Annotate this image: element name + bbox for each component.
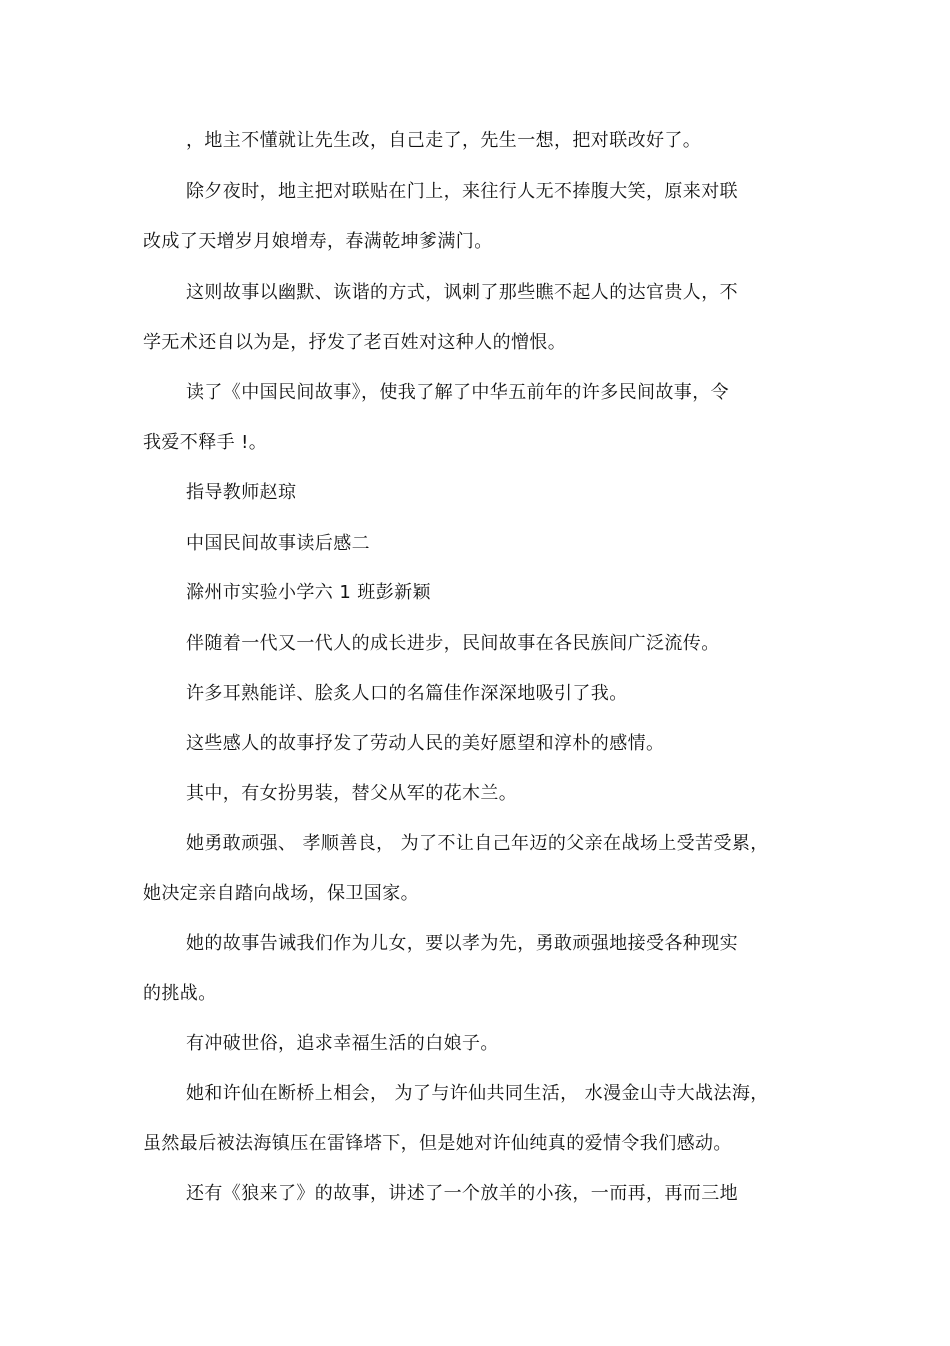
text-line: 有冲破世俗，追求幸福生活的白娘子。 <box>186 1033 499 1054</box>
text-line: 这些感人的故事抒发了劳动人民的美好愿望和淳朴的感情。 <box>186 733 665 754</box>
text-line: 这则故事以幽默、诙谐的方式，讽刺了那些瞧不起人的达官贵人，不 <box>186 282 738 303</box>
text-line: 她勇敢顽强、 孝顺善良， 为了不让自己年迈的父亲在战场上受苦受累， <box>186 833 769 854</box>
text-line: 还有《狼来了》的故事，讲述了一个放羊的小孩，一而再，再而三地 <box>186 1183 738 1204</box>
text-line: 她和许仙在断桥上相会， 为了与许仙共同生活， 水漫金山寺大战法海， <box>186 1083 769 1104</box>
text-line: 其中，有女扮男装，替父从军的花木兰。 <box>186 783 518 804</box>
text-line: 学无术还自以为是，抒发了老百姓对这种人的憎恨。 <box>143 332 567 353</box>
text-line: 读了《中国民间故事》，使我了解了中华五前年的许多民间故事，令 <box>186 382 729 403</box>
text-line: ，地主不懂就让先生改，自己走了，先生一想，把对联改好了。 <box>186 130 702 151</box>
text-line: 她的故事告诫我们作为儿女，要以孝为先，勇敢顽强地接受各种现实 <box>186 933 738 954</box>
text-line: 伴随着一代又一代人的成长进步，民间故事在各民族间广泛流传。 <box>186 633 720 654</box>
text-line: 虽然最后被法海镇压在雷锋塔下，但是她对许仙纯真的爱情令我们感动。 <box>143 1133 732 1154</box>
text-line: 我爱不释手 !。 <box>143 432 268 453</box>
author-line: 滁州市实验小学六 1 班彭新颖 <box>186 582 431 603</box>
text-line: 改成了天增岁月娘增寿，春满乾坤爹满门。 <box>143 231 493 252</box>
text-line: 她决定亲自踏向战场，保卫国家。 <box>143 883 419 904</box>
text-line: 的挑战。 <box>143 983 217 1004</box>
section-title: 中国民间故事读后感二 <box>186 533 370 554</box>
text-line: 除夕夜时，地主把对联贴在门上，来往行人无不捧腹大笑，原来对联 <box>186 181 738 202</box>
text-line: 许多耳熟能详、脍炙人口的名篇佳作深深地吸引了我。 <box>186 683 628 704</box>
teacher-line: 指导教师赵琼 <box>186 482 297 503</box>
